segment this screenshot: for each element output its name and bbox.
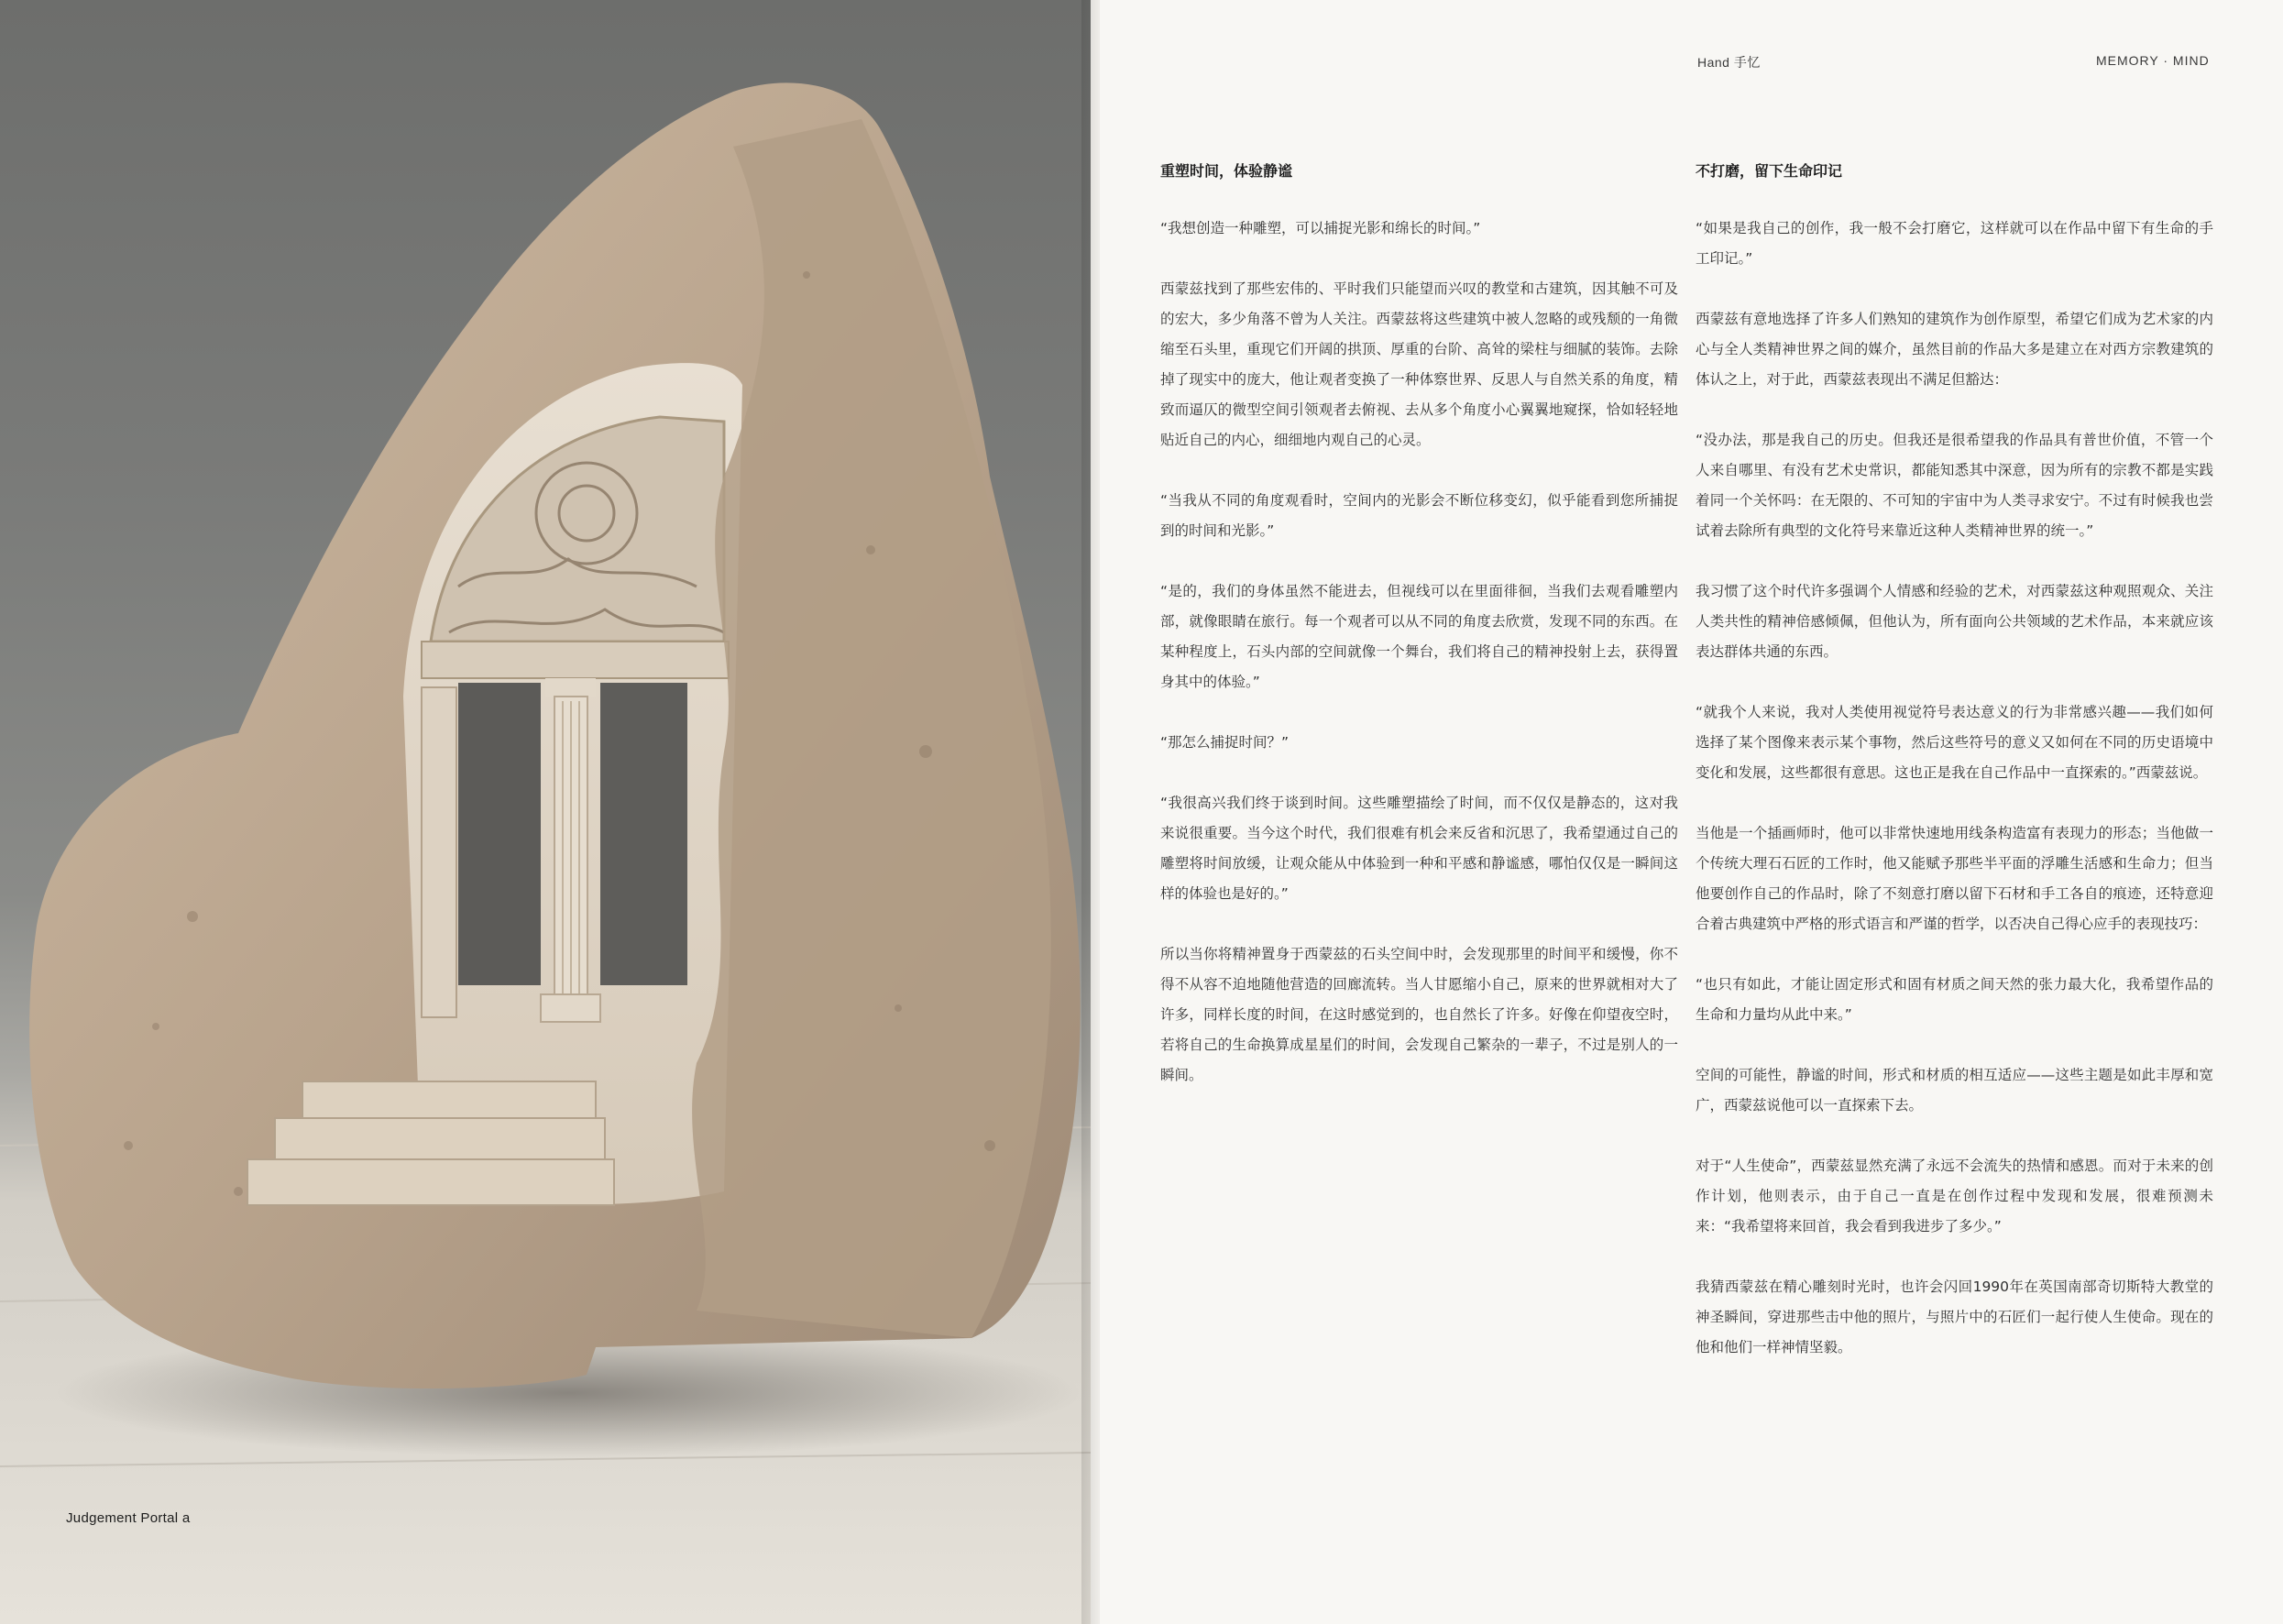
paragraph: “我很高兴我们终于谈到时间。这些雕塑描绘了时间，而不仅仅是静态的，这对我来说很重要。当今这个时代，我们很难有机会来反省和沉思了，我希望通过自己的雕塑将时间放缓，让观众能从中体验到一种和平感和静谧感，哪怕仅仅是一瞬间这样的体验也是好的。”	[1160, 795, 1678, 902]
paragraph: “如果是我自己的创作，我一般不会打磨它，这样就可以在作品中留下有生命的手工印记。”	[1696, 220, 2213, 267]
photo-page	[0, 0, 1091, 1624]
steps	[247, 1081, 614, 1205]
portal-opening-left	[458, 683, 541, 985]
paragraph: 空间的可能性，静谧的时间，形式和材质的相互适应——这些主题是如此丰厚和宽广，西蒙兹说他可以一直探索下去。	[1696, 1067, 2213, 1114]
paragraph: “我想创造一种雕塑，可以捕捉光影和绵长的时间。”	[1160, 220, 1481, 236]
article-column-left	[1160, 156, 1678, 1121]
photo-caption: Judgement Portal a	[66, 1510, 191, 1526]
lintel	[422, 642, 729, 678]
paragraph: 当他是一个插画师时，他可以非常快速地用线条构造富有表现力的形态；当他做一个传统大理石石匠的工作时，他又能赋予那些半平面的浮雕生活感和生命力；但当他要创作自己的作品时，除了不刻意打磨以留下石材和手工各自的痕迹，还特意迎合着古典建筑中严格的形式语言和严谨的哲学，以否决自己得心应手的表现技巧：	[1696, 825, 2213, 932]
paragraph: “是的，我们的身体虽然不能进去，但视线可以在里面徘徊，当我们去观看雕塑内部，就像眼睛在旅行。每一个观者可以从不同的角度去欣赏，发现不同的东西。在某种程度上，石头内部的空间就像一个舞台，我们将自己的精神投射上去，获得置身其中的体验。”	[1160, 583, 1678, 690]
section-heading-left: 重塑时间，体验静谧	[1160, 162, 1293, 180]
stone-sculpture-image	[0, 0, 1091, 1624]
paragraph: 对于“人生使命”，西蒙兹显然充满了永远不会流失的热情和感恩。而对于未来的创作计划，他则表示，由于自己一直是在创作过程中发现和发展，很难预测未来：“我希望将来回首，我会看到我进步了多少。”	[1696, 1158, 2213, 1234]
paragraph: 我习惯了这个时代许多强调个人情感和经验的艺术，对西蒙兹这种观照观众、关注人类共性的精神倍感倾佩，但他认为，所有面向公共领域的艺术作品，本来就应该表达群体共通的东西。	[1696, 583, 2213, 660]
paragraph: “没办法，那是我自己的历史。但我还是很希望我的作品具有普世价值，不管一个人来自哪里、有没有艺术史常识，都能知悉其中深意，因为所有的宗教不都是实践着同一个关怀吗：在无限的、不可知的宇宙中为人类寻求安宁。不过有时候我也尝试着去除所有典型的文化符号来靠近这种人类精神世界的统一。”	[1696, 432, 2213, 539]
paragraph: “当我从不同的角度观看时，空间内的光影会不断位移变幻，似乎能看到您所捕捉到的时间和光影。”	[1160, 492, 1678, 539]
paragraph: “就我个人来说，我对人类使用视觉符号表达意义的行为非常感兴趣——我们如何选择了某个图像来表示某个事物，然后这些符号的意义又如何在不同的历史语境中变化和发展，这些都很有意思。这也正是我在自己作品中一直探索的。”西蒙兹说。	[1696, 704, 2213, 781]
paragraph: 西蒙兹找到了那些宏伟的、平时我们只能望而兴叹的教堂和古建筑，因其触不可及的宏大，多少角落不曾为人关注。西蒙兹将这些建筑中被人忽略的或残颓的一角微缩至石头里，重现它们开阔的拱顶、厚重的台阶、高耸的梁柱与细腻的装饰。去除掉了现实中的庞大，他让观者变换了一种体察世界、反思人与自然关系的角度，精致而逼仄的微型空间引领观者去俯视、去从多个角度小心翼翼地窥探，恰如轻轻地贴近自己的内心，细细地内观自己的心灵。	[1160, 280, 1678, 448]
text-page	[1100, 0, 2283, 1624]
side-column-left	[422, 687, 456, 1017]
section-heading-right: 不打磨，留下生命印记	[1696, 162, 1843, 180]
article-column-right	[1696, 156, 2213, 1393]
paragraph: 我猜西蒙兹在精心雕刻时光时，也许会闪回1990年在英国南部奇切斯特大教堂的神圣瞬间，穿进那些击中他的照片，与照片中的石匠们一起行使人生使命。现在的他和他们一样神情坚毅。	[1696, 1278, 2213, 1355]
paragraph: 西蒙兹有意地选择了许多人们熟知的建筑作为创作原型，希望它们成为艺术家的内心与全人类精神世界之间的媒介，虽然目前的作品大多是建立在对西方宗教建筑的体认之上，对于此，西蒙兹表现出不满足但豁达：	[1696, 311, 2213, 388]
paragraph: “也只有如此，才能让固定形式和固有材质之间天然的张力最大化，我希望作品的生命和力量均从此中来。”	[1696, 976, 2213, 1023]
paragraph: “那怎么捕捉时间？”	[1160, 734, 1290, 751]
paragraph: 所以当你将精神置身于西蒙兹的石头空间中时，会发现那里的时间平和缓慢，你不得不从容不迫地随他营造的回廊流转。当人甘愿缩小自己，原来的世界就相对大了许多，同样长度的时间，在这时感觉到的，也自然长了许多。好像在仰望夜空时，若将自己的生命换算成星星们的时间，会发现自己繁杂的一辈子，不过是别人的一瞬间。	[1160, 946, 1678, 1083]
portal-opening-right	[600, 683, 687, 985]
running-head-section: Hand 手忆	[1697, 55, 1761, 70]
running-head-series: MEMORY · MIND	[2096, 53, 2210, 68]
